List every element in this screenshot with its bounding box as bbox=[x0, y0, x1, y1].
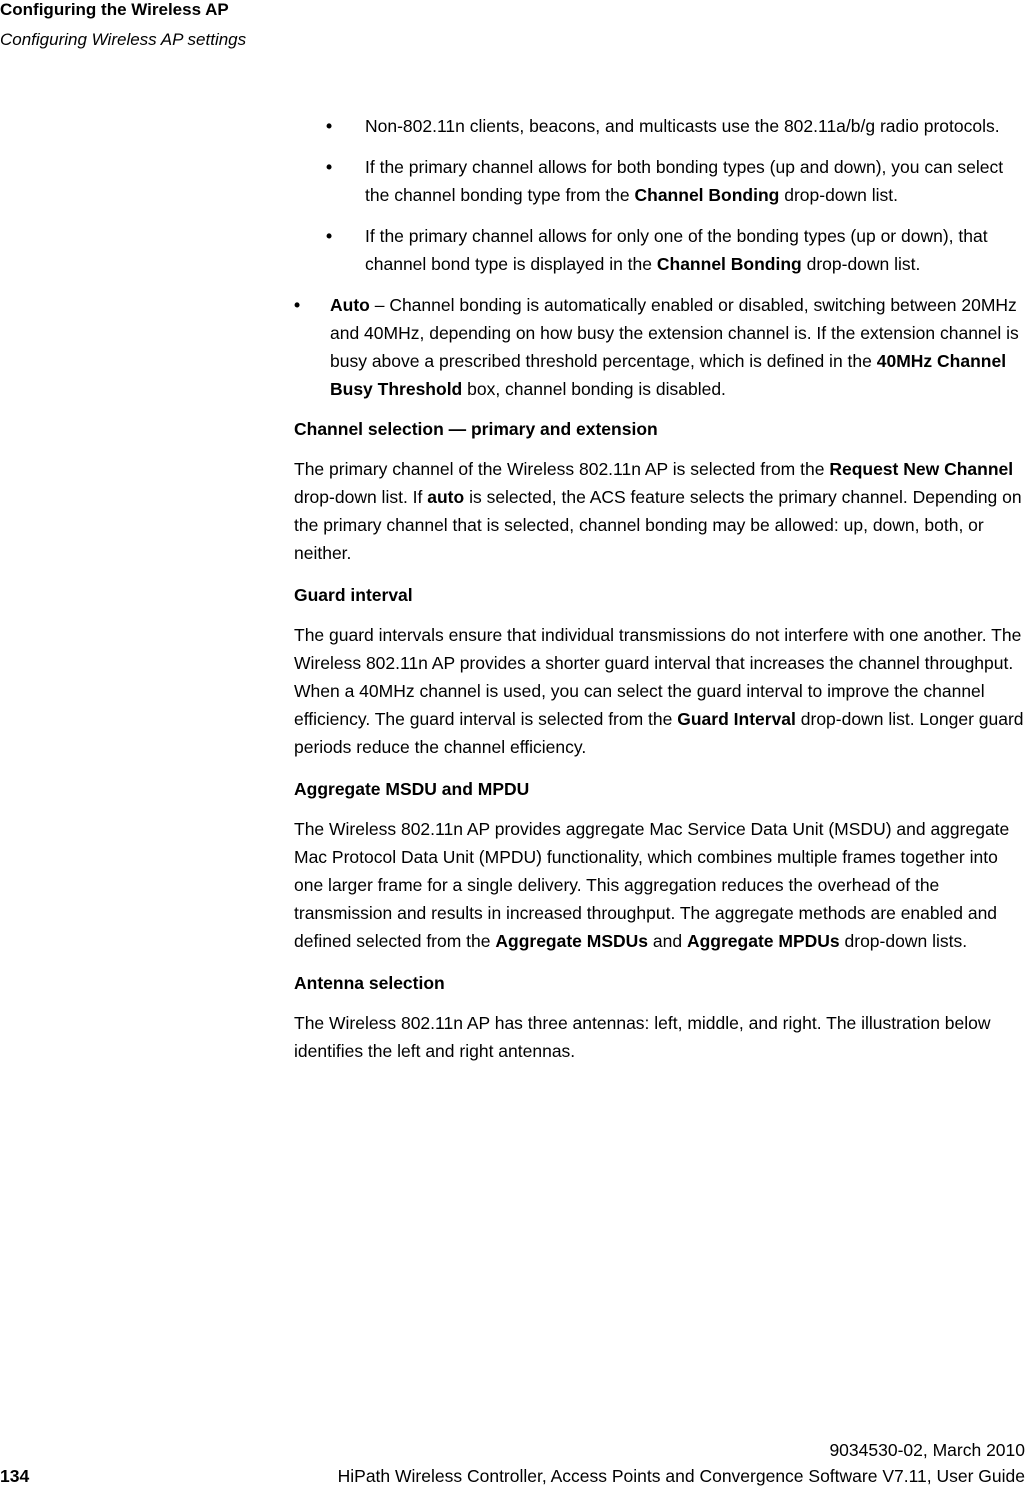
section-heading-channel: Channel selection — primary and extension bbox=[294, 419, 658, 439]
page-header-subtitle: Configuring Wireless AP settings bbox=[0, 30, 247, 49]
paragraph-antenna bbox=[294, 1009, 1029, 1065]
bullet-icon: • bbox=[294, 295, 301, 315]
section-heading-antenna: Antenna selection bbox=[294, 973, 445, 993]
list-item bbox=[326, 153, 1029, 209]
ui-term: Guard Interval bbox=[677, 709, 796, 729]
ui-term: 40MHz Channel Busy Threshold bbox=[330, 351, 1007, 399]
bullet-icon: • bbox=[326, 226, 333, 246]
ui-term: auto bbox=[427, 487, 465, 507]
paragraph-text: drop-down list. If bbox=[294, 487, 428, 507]
list-item-text: If the primary channel allows for both bonding types (up and down), you can select the channel bonding type from the bbox=[365, 157, 1004, 205]
paragraph-text: The primary channel of the Wireless 802.11n AP is selected from the bbox=[294, 459, 830, 479]
section-heading-aggregate: Aggregate MSDU and MPDU bbox=[294, 779, 530, 799]
ui-term: Channel Bonding bbox=[656, 254, 802, 274]
sub-bullet-list bbox=[326, 112, 1029, 278]
main-content bbox=[294, 112, 1029, 1079]
footer-page-number: 134 bbox=[0, 1466, 30, 1486]
ui-term: Aggregate MPDUs bbox=[686, 931, 840, 951]
list-item-auto bbox=[294, 291, 1029, 403]
section-heading-guard: Guard interval bbox=[294, 585, 413, 605]
list-item-text: drop-down list. bbox=[801, 254, 921, 274]
paragraph-text: and bbox=[648, 931, 687, 951]
list-item-text: Non-802.11n clients, beacons, and multicasts use the 802.11a/b/g radio protocols. bbox=[365, 116, 1000, 136]
list-item-text: If the primary channel allows for only one of the bonding types (up or down), that channel bond type is displayed in the bbox=[365, 226, 988, 274]
paragraph-text: The Wireless 802.11n AP provides aggregate Mac Service Data Unit (MSDU) and aggregate Mac Protocol Data Unit (MPDU) functionality, which combines multiple frames together into one larger frame for a single delivery. This aggregation reduces the overhead of the transmission and results in increased throughput. The aggregate methods are enabled and defined selected from the bbox=[294, 819, 1010, 951]
footer-guide-title: HiPath Wireless Controller, Access Points and Convergence Software V7.11, User Guide bbox=[337, 1466, 1025, 1486]
paragraph-text: drop-down list. Longer guard periods reduce the channel efficiency. bbox=[294, 709, 1024, 757]
list-item-text: drop-down list. bbox=[779, 185, 899, 205]
paragraph-text: drop-down lists. bbox=[839, 931, 968, 951]
paragraph-aggregate bbox=[294, 815, 1029, 955]
list-item-text: box, channel bonding is disabled. bbox=[462, 379, 726, 399]
bullet-icon: • bbox=[326, 116, 333, 136]
bullet-icon: • bbox=[326, 157, 333, 177]
paragraph-guard bbox=[294, 621, 1029, 761]
list-item bbox=[326, 222, 1029, 278]
footer-doc-id: 9034530-02, March 2010 bbox=[829, 1440, 1025, 1460]
ui-term: Auto bbox=[330, 295, 370, 315]
paragraph-text: The guard intervals ensure that individual transmissions do not interfere with one another. The Wireless 802.11n AP provides a shorter guard interval that increases the channel throughput. When a 40MHz channel is used, you can select the guard interval to improve the channel efficiency. The guard interval is selected from the bbox=[294, 625, 1022, 729]
paragraph-text: The Wireless 802.11n AP has three antennas: left, middle, and right. The illustration below identifies the left and right antennas. bbox=[294, 1013, 991, 1061]
ui-term: Request New Channel bbox=[829, 459, 1014, 479]
list-item bbox=[326, 112, 1029, 140]
ui-term: Aggregate MSDUs bbox=[495, 931, 649, 951]
page-header-title: Configuring the Wireless AP bbox=[0, 0, 229, 19]
ui-term: Channel Bonding bbox=[634, 185, 780, 205]
list-item-text: – Channel bonding is automatically enabled or disabled, switching between 20MHz and 40MHz, depending on how busy the extension channel is. If the extension channel is busy above a prescribed threshold percentage, which is defined in the bbox=[330, 295, 1019, 371]
paragraph-text: is selected, the ACS feature selects the primary channel. Depending on the primary channel that is selected, channel bonding may be allowed: up, down, both, or neither. bbox=[294, 487, 1022, 563]
paragraph-channel bbox=[294, 455, 1029, 567]
